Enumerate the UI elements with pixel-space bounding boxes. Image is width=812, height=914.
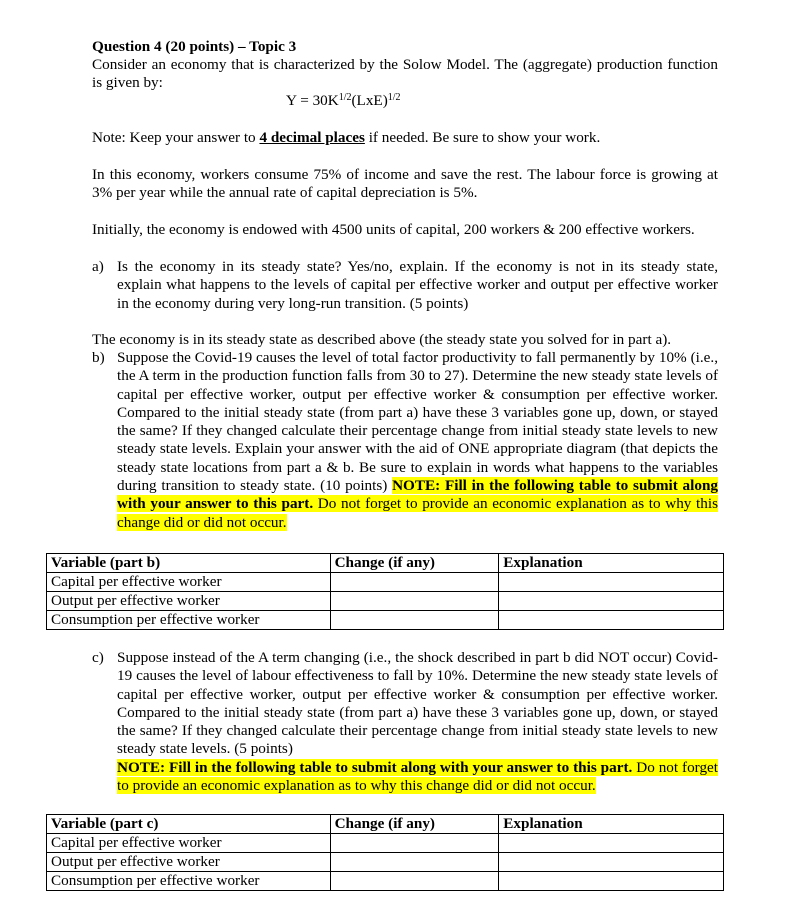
table-header-explanation: Explanation [499,554,724,573]
part-c-label: c) [92,649,104,666]
change-cell[interactable] [330,592,499,611]
change-cell[interactable] [330,834,499,853]
part-c-table [46,814,724,891]
part-c-note-bold: NOTE: Fill in the following table to submit along with your answer to this part. [117,758,633,776]
table-row [47,611,724,630]
initial-endowment-paragraph: Initially, the economy is endowed with 4500 units of capital, 200 workers & 200 effective workers. [92,221,695,238]
table-header-variable: Variable (part b) [47,554,331,573]
part-b-text: Suppose the Covid-19 causes the level of total factor productivity to fall permanently by 10% (i.e., the A term in the production function falls from 30 to 27). Determine the new steady state levels of capital per effective worker, output per effective worker & consumption per effective worker. Compared to the initial steady state (from part a) have these 3 variables gone up, down, or stayed the same? If they changed calculate their percentage change from initial steady state levels to new steady state levels. Explain your answer with the aid of ONE appropriate diagram (that depicts the steady state locations from part a & b. Be sure to explain in words what happens to the variables during transition to steady state. (10 points) [117,349,718,495]
table-header-change: Change (if any) [330,554,499,573]
table-row [47,834,724,853]
part-a [92,258,718,313]
part-c-note-rest: Do not forget to provide an economic explanation as to why this change did or did not occur. [117,758,718,795]
production-function [286,92,401,110]
table-row [47,592,724,611]
note-emphasis: 4 decimal places [259,129,365,146]
question-heading: Question 4 (20 points) – Topic 3 [92,38,297,55]
part-c [92,649,718,795]
table-header-row [47,554,724,573]
part-b-note-bold: NOTE: Fill in the following table to submit along with your answer to this part. [117,477,718,513]
change-cell[interactable] [330,573,499,592]
change-cell[interactable] [330,611,499,630]
explanation-cell[interactable] [499,834,724,853]
row-variable: Capital per effective worker [47,573,331,592]
change-cell[interactable] [330,853,499,872]
steady-state-paragraph: The economy is in its steady state as described above (the steady state you solved for in part a). [92,331,672,348]
row-variable: Consumption per effective worker [47,872,331,891]
part-a-text: Is the economy in its steady state? Yes/no, explain. If the economy is not in its steady state, explain what happens to the levels of capital per effective worker and output per effective worker in the economy during very long-run transition. (5 points) [117,258,718,312]
table-header-explanation: Explanation [499,815,724,834]
formula-exponent-2: 1/2 [387,92,401,103]
explanation-cell[interactable] [499,872,724,891]
formula-exponent-1: 1/2 [338,92,352,103]
explanation-cell[interactable] [499,573,724,592]
row-variable: Output per effective worker [47,853,331,872]
change-cell[interactable] [330,872,499,891]
part-a-label: a) [92,258,104,275]
explanation-cell[interactable] [499,853,724,872]
note-prefix: Note: Keep your answer to [92,129,260,146]
part-b-table [46,553,724,630]
decimal-note [92,129,600,147]
row-variable: Capital per effective worker [47,834,331,853]
explanation-cell[interactable] [499,592,724,611]
note-suffix: if needed. Be sure to show your work. [364,129,601,146]
part-c-text: Suppose instead of the A term changing (i.e., the shock described in part b did NOT occur) Covid-19 causes the level of labour effectiveness to fall by 10%. Determine the new steady state levels of capital per effective worker, output per effective worker & consumption per effective worker. Compared to the initial steady state (from part a) have these 3 variables gone up, down, or stayed the same? If they changed calculate their percentage change from initial steady state levels to new steady state levels. (5 points) [117,649,718,758]
row-variable: Output per effective worker [47,592,331,611]
consumption-paragraph: In this economy, workers consume 75% of income and save the rest. The labour force is growing at 3% per year while the annual rate of capital depreciation is 5%. [92,166,718,202]
table-header-variable: Variable (part c) [47,815,331,834]
table-header-change: Change (if any) [330,815,499,834]
row-variable: Consumption per effective worker [47,611,331,630]
table-row [47,872,724,891]
part-b-label: b) [92,349,105,366]
part-b-note-rest: Do not forget to provide an economic explanation as to why this change did or did not occur. [117,495,718,531]
formula-lhs: Y = 30K [286,92,339,109]
table-header-row [47,815,724,834]
table-row [47,573,724,592]
formula-mid: (LxE) [351,92,388,109]
part-b [92,349,718,532]
explanation-cell[interactable] [499,611,724,630]
intro-paragraph: Consider an economy that is characterized by the Solow Model. The (aggregate) production function is given by: [92,56,718,92]
table-row [47,853,724,872]
